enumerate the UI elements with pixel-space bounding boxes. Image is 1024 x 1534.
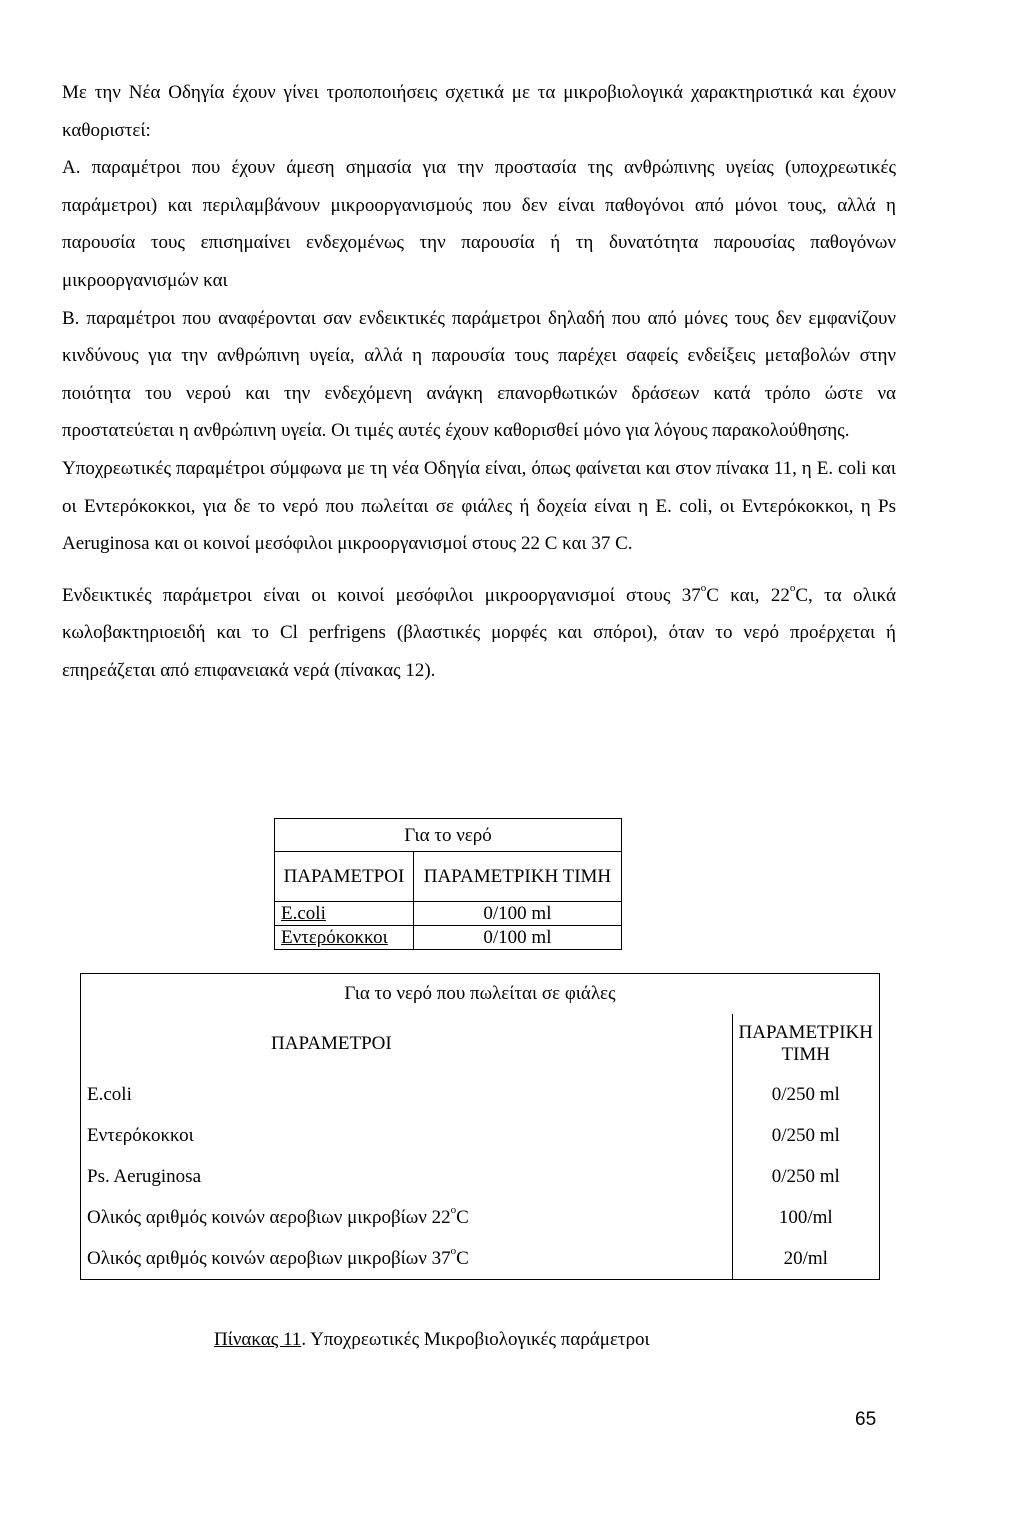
table-bottled-header-param: ΠΑΡΑΜΕΤΡΟΙ [81,1014,733,1074]
table-cell-value: 0/250 ml [732,1074,879,1115]
table-cell-param: Εντερόκοκκοι [275,926,414,950]
table-cell-param: E.coli [275,902,414,926]
table-cell-value: 0/250 ml [732,1115,879,1156]
degree-mark: o [450,1203,457,1216]
paragraph-mandatory: Υποχρεωτικές παραμέτροι σύμφωνα με τη νέα Οδηγία είναι, όπως φαίνεται και στον πίνακα 11, η E. coli και οι Εντερόκοκκοι, για δε το νερό που πωλείται σε φιάλες ή δοχεία είναι η E. coli, οι Εντερόκοκκοι, η Ps Aeruginosa και οι κοινοί μεσόφιλοι μικροοργανισμοί στους 22 C και 37 C. [62,457,896,555]
body-text [62,74,896,690]
page-number: 65 [855,1409,877,1430]
table-cell-value: 0/250 ml [732,1156,879,1197]
table-water-header-param: ΠΑΡΑΜΕΤΡΟΙ [275,852,414,902]
table-cell-param: Ολικός αριθμός κοινών αεροβιων μικροβίων 22$^o$C [81,1197,733,1238]
paragraph-b: Β. παραμέτροι που αναφέρονται σαν ενδεικτικές παράμετροι δηλαδή που από μόνες τους δεν εμφανίζουν κινδύνους για την ανθρώπινη υγεία, αλλά η παρουσία τους παρέχει σαφείς ενδείξεις μεταβολών στην ποιότητα του νερού και την ενδεχόμενη ανάγκη επανορθωτικών δράσεων κατά τρόπο ώστε να προστατεύεται η ανθρώπινη υγεία. Οι τιμές αυτές έχουν καθορισθεί μόνο για λόγους παρακολούθησης. [62,307,896,442]
table-cell-param: E.coli [81,1074,733,1115]
table-row [81,1074,880,1115]
table-cell-value: 20/ml [732,1238,879,1280]
table-caption-text: . Υποχρεωτικές Μικροβιολογικές παράμετροι [301,1329,650,1350]
table-row [275,926,622,950]
table-water-header-value: ΠΑΡΑΜΕΤΡΙΚΗ ΤΙΜΗ [413,852,621,902]
table-water [274,818,622,950]
table-water-caption: Για το νερό [275,819,622,852]
table-caption-label: Πίνακας 11 [214,1329,302,1350]
paragraph-intro: Με την Νέα Οδηγία έχουν γίνει τροποποιήσεις σχετικά με τα μικροβιολογικά χαρακτηριστικά και έχουν καθοριστεί: [62,82,896,141]
table-cell-value: 0/100 ml [413,902,621,926]
degree-mark: o [450,1244,457,1257]
table-cell-param: Ολικός αριθμός κοινών αεροβιων μικροβίων 37$^o$C [81,1238,733,1280]
table-row [81,1156,880,1197]
table-bottled-caption: Για το νερό που πωλείται σε φιάλες [81,974,880,1015]
degree-mark: o [700,581,707,594]
table-row [275,902,622,926]
paragraph-a: Α. παραμέτροι που έχουν άμεση σημασία για την προστασία της ανθρώπινης υγείας (υποχρεωτικές παράμετροι) και περιλαμβάνουν μικροοργανισμούς που δεν είναι παθογόνοι από μόνοι τους, αλλά η παρουσία τους επισημαίνει ενδεχομένως την παρουσία ή τη δυνατότητα παρουσίας παθογόνων μικροοργανισμών και [62,157,896,291]
table-bottled-header-value: ΠΑΡΑΜΕΤΡΙΚΗ ΤΙΜΗ [732,1014,879,1074]
table-cell-param: Ps. Aeruginosa [81,1156,733,1197]
table-bottled-water [80,973,880,1280]
table-cell-value: 0/100 ml [413,926,621,950]
table-cell-value: 100/ml [732,1197,879,1238]
table-row [81,1238,880,1280]
paragraph-indicative: Ενδεικτικές παράμετροι είναι οι κοινοί μεσόφιλοι μικροοργανισμοί στους 37$^o$C και, 22$^o$C, τα ολικά κωλοβακτηριοειδή και το Cl perfrigens (βλαστικές μορφές και σπόροι), όταν το νερό προέρχεται ή επηρεάζεται από επιφανειακά νερά (πίνακας 12). [62,581,896,681]
table-caption [214,1328,650,1352]
degree-mark: o [789,581,796,594]
table-row [81,1197,880,1238]
table-row [81,1115,880,1156]
table-cell-param: Εντερόκοκκοι [81,1115,733,1156]
